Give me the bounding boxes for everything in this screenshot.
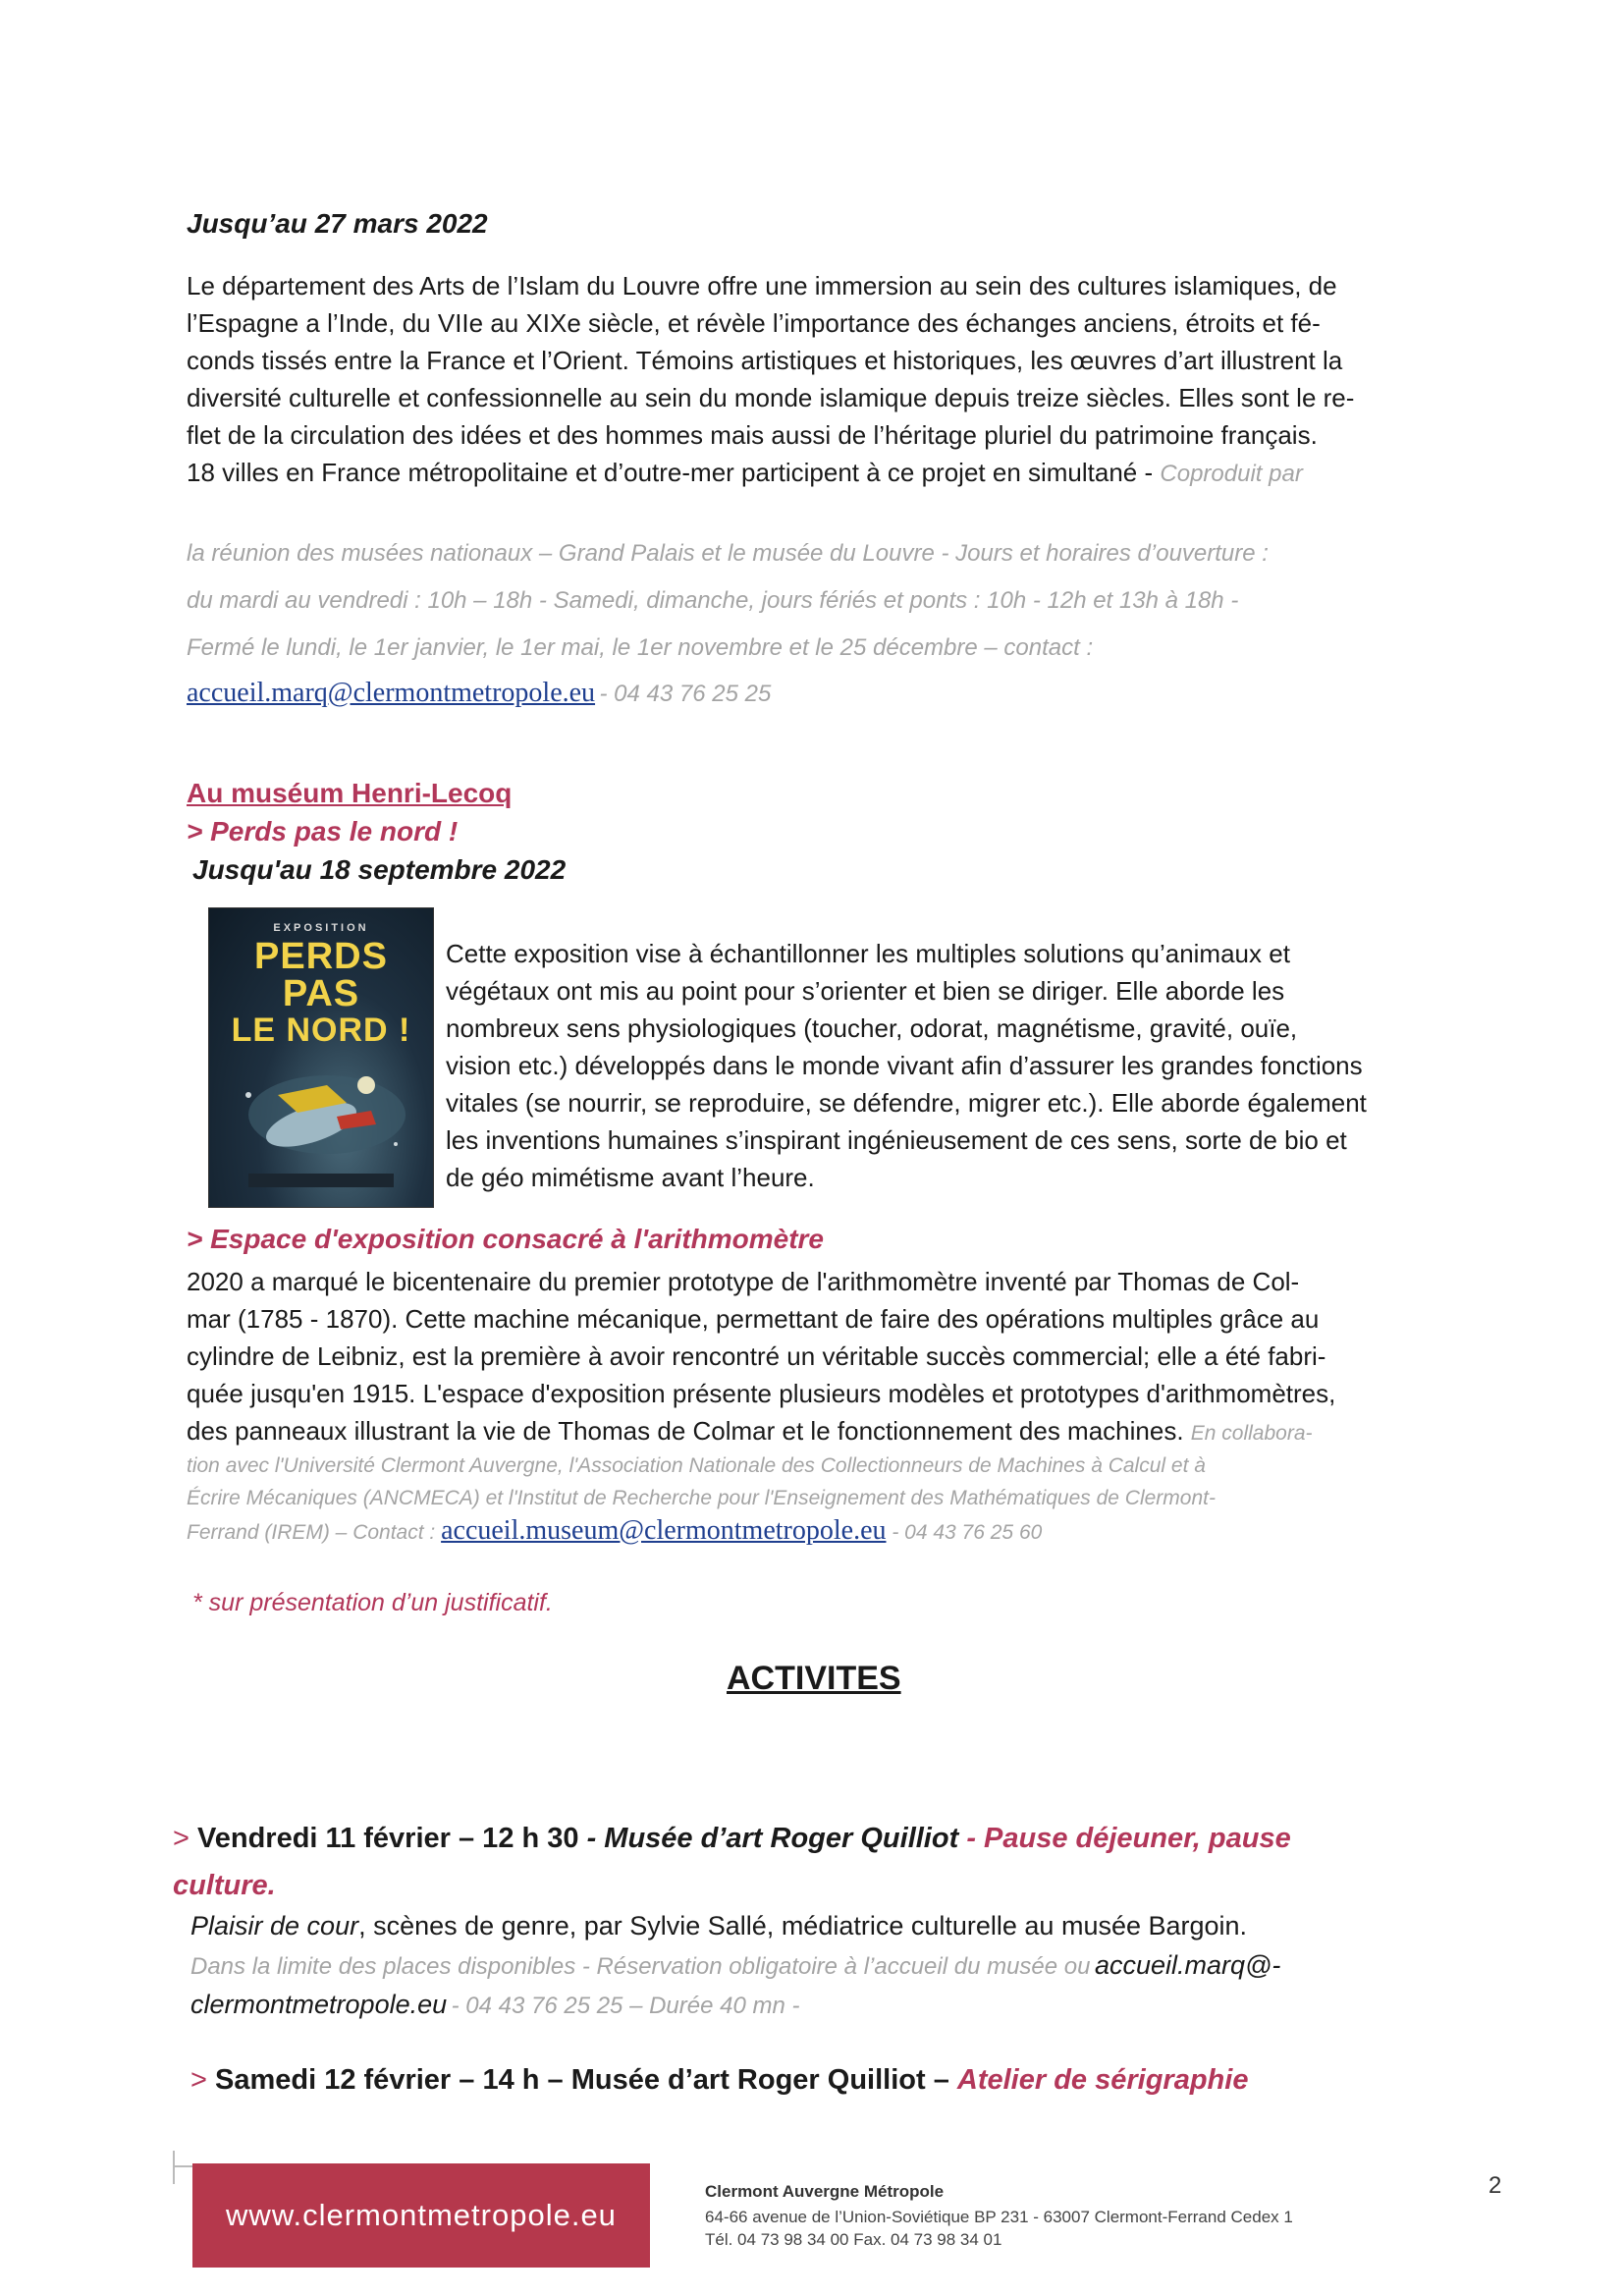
section2-line: les inventions humaines s’inspirant ingénieusement de ces sens, sorte de bio et [446, 1125, 1347, 1155]
event1-info2: - 04 43 76 25 25 – Durée 40 mn - [451, 1993, 800, 2019]
section2-line: vision etc.) développés dans le monde vivant afin d’assurer les grandes fonctions [446, 1051, 1363, 1080]
poster-title-2: PAS [282, 973, 360, 1014]
section1-credit-start: Coproduit par [1160, 461, 1303, 487]
event1-info [190, 1950, 1280, 1981]
event1-desc-rest: , scènes de genre, par Sylvie Sallé, médiatrice culturelle au musée Bargoin. [358, 1911, 1248, 1941]
event1-info-2 [190, 1990, 799, 2020]
event1-info-text: Dans la limite des places disponibles - Réservation obligatoire à l’accueil du musée ou [190, 1953, 1091, 1980]
section1-body [187, 267, 1441, 493]
footer-org: Clermont Auvergne Métropole [705, 2182, 945, 2201]
section1-line: l’Espagne a l’Inde, du VIIe au XIXe siècle, et révèle l’importance des échanges anciens, étroits et fé- [187, 308, 1321, 338]
event1-desc [190, 1911, 1247, 1941]
page-number: 2 [1488, 2172, 1502, 2199]
section1-email-link[interactable]: accueil.marq@clermontmetropole.eu [187, 678, 596, 708]
section3-line-text: des panneaux illustrant la vie de Thomas de Colmar et le fonctionnement des machines. [187, 1416, 1184, 1446]
section1-date: Jusqu’au 27 mars 2022 [187, 208, 488, 239]
poster-title-1: PERDS [254, 936, 388, 977]
footer-address: 64-66 avenue de l’Union-Soviétique BP 231 - 63007 Clermont-Ferrand Cedex 1 [705, 2208, 1293, 2226]
section3-info-line: tion avec l'Université Clermont Auvergne, l'Association Nationale des Collectionneurs de Machines à Calcul et à [187, 1454, 1206, 1477]
event1-desc-title: Plaisir de cour [190, 1911, 359, 1941]
section3-info-line [187, 1514, 1441, 1549]
event1-tag: - Pause déjeuner, pause [966, 1823, 1291, 1854]
section3-contact-label: Ferrand (IREM) – Contact : [187, 1521, 436, 1544]
section2-line: Cette exposition vise à échantillonner les multiples solutions qu’animaux et [446, 939, 1290, 968]
footer-address-block [705, 2206, 1293, 2251]
section2-line: de géo mimétisme avant l’heure. [446, 1163, 815, 1192]
section3-email-link[interactable]: accueil.museum@clermontmetropole.eu [441, 1515, 887, 1546]
section3-line: quée jusqu'en 1915. L'espace d'exposition présente plusieurs modèles et prototypes d'arithmomètres, [187, 1379, 1336, 1408]
section1-line: Le département des Arts de l’Islam du Louvre offre une immersion au sein des cultures islamiques, de [187, 271, 1337, 301]
event2-tag: Atelier de sérigraphie [956, 2064, 1249, 2096]
section2-date: Jusqu'au 18 septembre 2022 [192, 854, 567, 885]
section1-contact [187, 678, 771, 709]
activites-title: ACTIVITES [727, 1660, 901, 1697]
event1-email-part2[interactable]: clermontmetropole.eu [190, 1990, 448, 2019]
event1-time: – 12 h 30 [459, 1823, 579, 1854]
section3-heading: > Espace d'exposition consacré à l'arithmomètre [187, 1224, 825, 1254]
section3-line: mar (1785 - 1870). Cette machine mécanique, permettant de faire des opérations multiples grâce au [187, 1304, 1320, 1334]
section1-phone: - 04 43 76 25 25 [599, 681, 772, 707]
poster-illustration [209, 1056, 433, 1207]
section1-info [187, 530, 1441, 672]
section3-line: cylindre de Leibniz, est la première à avoir rencontré un véritable succès commercial; elle a été fabri- [187, 1341, 1326, 1371]
event1-museum: - Musée d’art Roger Quilliot [586, 1823, 959, 1854]
section3-credit-start: En collabora- [1190, 1422, 1313, 1445]
section3-line [187, 1412, 1441, 1452]
section3-phone: - 04 43 76 25 60 [892, 1521, 1043, 1544]
event1-email-part1[interactable]: accueil.marq@- [1094, 1950, 1281, 1980]
footer-url[interactable]: www.clermontmetropole.eu [226, 2198, 617, 2232]
poster-title-3: LE NORD ! [231, 1011, 411, 1049]
section2-line: vitales (se nourrir, se reproduire, se défendre, migrer etc.). Elle aborde également [446, 1088, 1367, 1118]
event1-tag-cont: culture. [173, 1870, 276, 1901]
poster-top: EXPOSITION [273, 922, 369, 934]
crosshair-v [173, 2151, 175, 2184]
section1-line: conds tissés entre la France et l’Orient. Témoins artistiques et historiques, les œuvres d’art illustrent la [187, 346, 1343, 375]
section1-info-line: Fermé le lundi, le 1er janvier, le 1er mai, le 1er novembre et le 25 décembre – contact : [187, 634, 1094, 661]
section1-info-line: la réunion des musées nationaux – Grand Palais et le musée du Louvre - Jours et horaires d’ouverture : [187, 540, 1269, 567]
section3-body [187, 1263, 1441, 1452]
event1-header [173, 1823, 1291, 1855]
footer-tel: Tél. 04 73 98 34 00 Fax. 04 73 98 34 01 [705, 2230, 1002, 2249]
section2-subtitle: > Perds pas le nord ! [187, 816, 459, 847]
section1-line: diversité culturelle et confessionnelle au sein du monde islamique depuis treize siècles. Elles sont le re- [187, 383, 1355, 412]
section1-line-text: 18 villes en France métropolitaine et d’outre-mer participent à ce projet en simultané - [187, 458, 1154, 487]
section1-line [187, 454, 1441, 493]
section1-line: flet de la circulation des idées et des hommes mais aussi de l’héritage pluriel du patrimoine français. [187, 420, 1318, 450]
section3-info [187, 1449, 1441, 1549]
event2-text: Samedi 12 février – 14 h – Musée d’art Roger Quilliot – [215, 2064, 949, 2096]
event2-arrow: > [190, 2064, 207, 2096]
exhibition-poster [208, 907, 434, 1208]
event1-day: Vendredi 11 février [197, 1823, 451, 1854]
section2-body [446, 935, 1441, 1196]
section2-line: nombreux sens physiologiques (toucher, odorat, magnétisme, gravité, ouïe, [446, 1013, 1298, 1043]
footnote: * sur présentation d’un justificatif. [192, 1589, 553, 1616]
section2-venue: Au muséum Henri-Lecoq [187, 778, 513, 808]
section1-info-line: du mardi au vendredi : 10h – 18h - Samedi, dimanche, jours fériés et ponts : 10h - 12h et 13h à 18h - [187, 587, 1239, 614]
section3-info-line: Écrire Mécaniques (ANCMECA) et l'Institut de Recherche pour l'Enseignement des Mathématiques de Clermont- [187, 1487, 1216, 1509]
footer-url-bar[interactable] [192, 2163, 650, 2268]
event1-arrow: > [173, 1823, 189, 1854]
section2-line: végétaux ont mis au point pour s’orienter et bien se diriger. Elle aborde les [446, 976, 1285, 1006]
event2-header [190, 2064, 1248, 2097]
section3-line: 2020 a marqué le bicentenaire du premier prototype de l'arithmomètre inventé par Thomas de Col- [187, 1267, 1300, 1296]
